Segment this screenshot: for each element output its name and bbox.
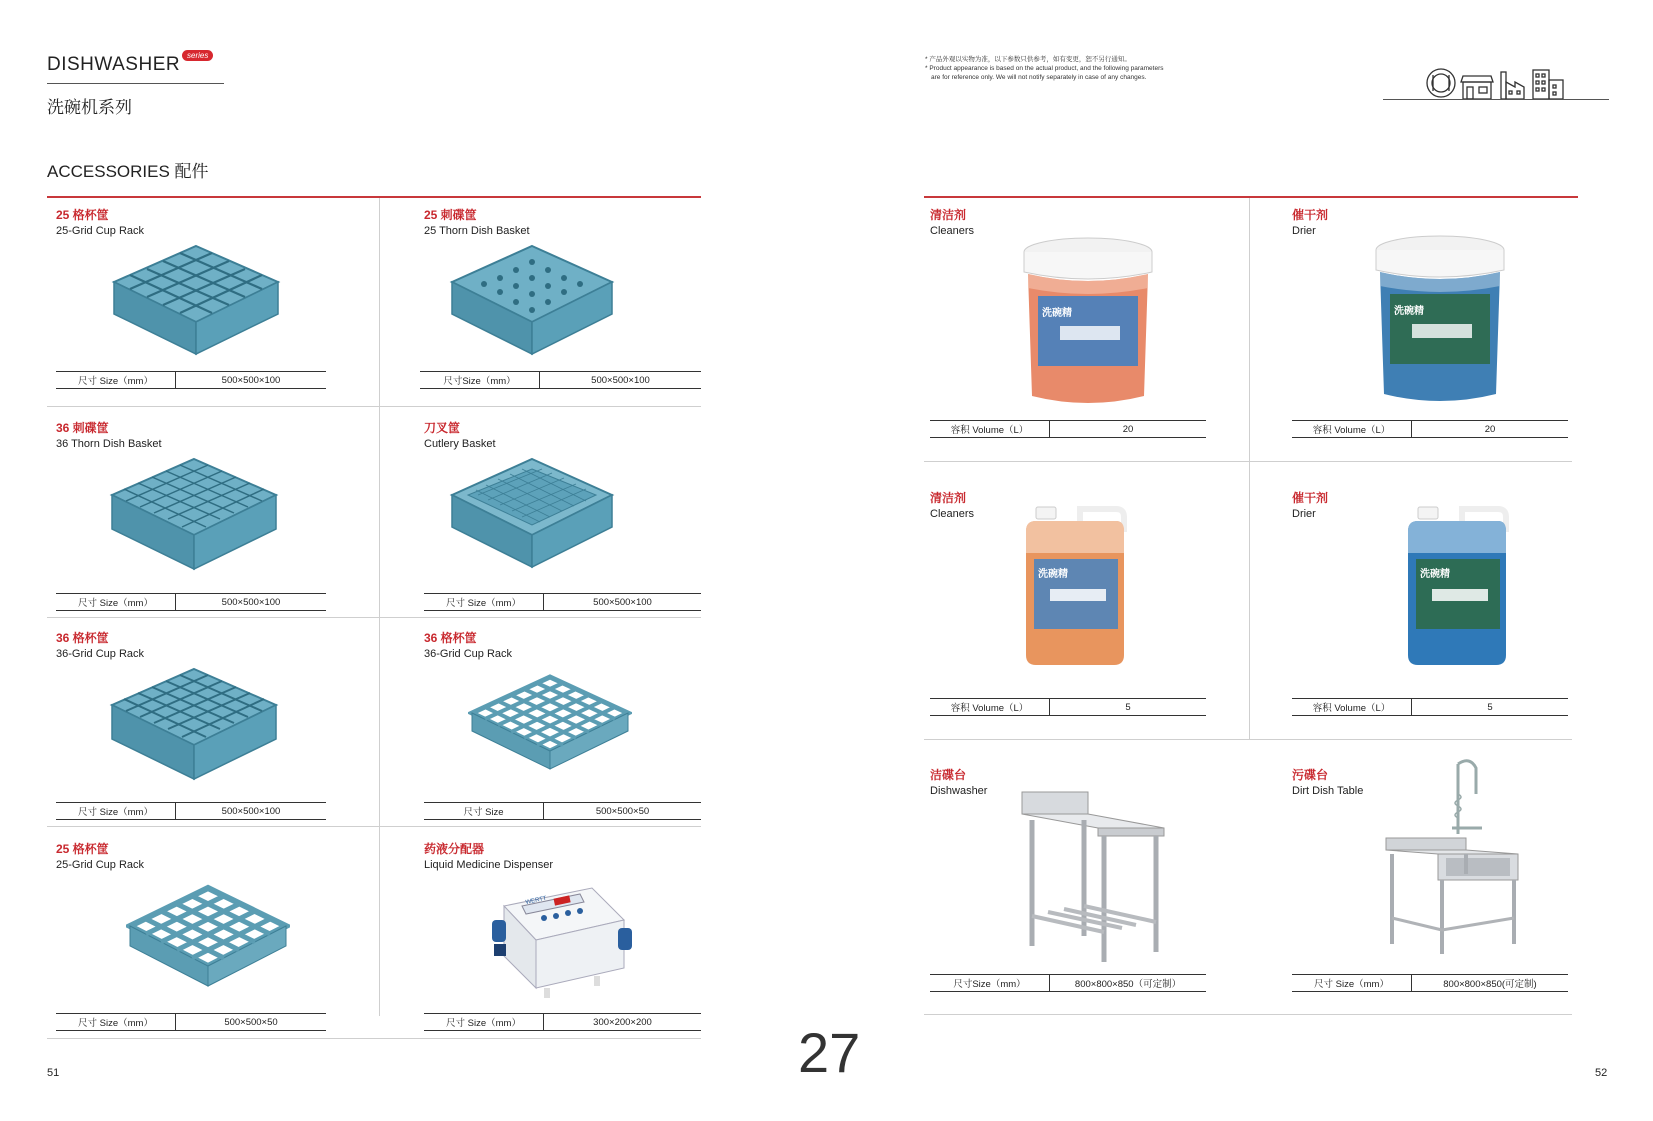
spec-value: 500×500×100 [221,374,281,386]
spec-value: 800×800×850(可定制) [1443,979,1537,990]
spec-label: 尺寸Size（mm） [420,372,540,388]
product-liquid-dispenser [424,840,704,1036]
product-name-en: Cleaners [930,225,975,237]
product-name-en: 36-Grid Cup Rack [56,648,145,660]
product-name-en: Cleaners [930,508,975,520]
product-name-cn: 36 刺碟筐 [56,421,109,435]
product-36-grid-extender [424,629,704,825]
spec-label: 尺寸 Size（mm） [424,1014,544,1030]
spec-value: 300×200×200 [593,1016,652,1028]
jug-label: 洗碗精 [1038,569,1068,580]
restaurant-icon [1427,69,1455,97]
product-name-cn: 36 格杯筐 [424,631,477,645]
spec-row [56,1013,326,1031]
sink-table-image [1382,754,1522,960]
product-name-cn: 36 格杯筐 [56,631,109,645]
right-row-divider-3 [924,1014,1572,1015]
spec-label: 容积 Volume（L） [1292,421,1412,437]
brand-title: DISHWASHER [47,54,181,75]
spec-value: 20 [1484,423,1496,435]
spec-label: 容积 Volume（L） [930,699,1050,715]
spec-row [424,1013,701,1031]
factory-icon [1501,72,1524,99]
spec-row [424,802,701,820]
left-row-divider-2 [47,617,701,618]
brand-subtitle: 洗碗机系列 [47,98,132,117]
spec-label: 尺寸 Size [424,803,544,819]
spec-row [420,371,701,389]
spec-label: 尺寸 Size（mm） [56,372,176,388]
category-icons [1425,66,1585,100]
product-cleaners-5l [930,489,1230,729]
spec-row [930,974,1206,992]
spec-value: 5 [1125,701,1131,713]
rack-image [448,242,616,360]
product-name-en: 25 Thorn Dish Basket [424,225,530,237]
product-dirt-dish-table [1292,766,1582,1006]
product-name-cn: 25 格杯筐 [56,842,109,856]
dispenser-image [484,884,644,1004]
spec-label: 容积 Volume（L） [1292,699,1412,715]
spec-row [1292,974,1568,992]
spec-label: 尺寸 Size（mm） [56,1014,176,1030]
disclaimer [925,55,1215,82]
right-column-divider [1249,198,1250,739]
product-name-cn: 催干剂 [1292,208,1329,222]
spec-value: 20 [1122,423,1134,435]
rack-image [110,242,282,360]
product-name-cn: 污碟台 [1292,768,1329,782]
left-red-rule [47,196,701,198]
spec-value: 5 [1487,701,1493,713]
spec-row [930,420,1206,438]
spec-label: 容积 Volume（L） [930,421,1050,437]
product-name-en: 25-Grid Cup Rack [56,225,145,237]
spec-value: 500×500×50 [595,805,650,817]
product-name-en: Dirt Dish Table [1292,785,1364,797]
product-36-thorn-dish-basket [56,419,366,615]
spec-row [424,593,701,611]
extender-image [126,884,290,996]
spec-label: 尺寸Size（mm） [930,975,1050,991]
dispenser-brand: WERTT [525,895,548,906]
table-image [1018,786,1168,966]
spec-row [930,698,1206,716]
product-name-cn: 洁碟台 [930,768,967,782]
product-name-cn: 25 格杯筐 [56,208,109,222]
jug-label: 洗碗精 [1420,569,1450,580]
disclaimer-en-1: * Product appearance is based on the actual product, and the following parameters [925,65,1164,72]
product-name-en: 36 Thorn Dish Basket [56,438,162,450]
product-name-cn: 药液分配器 [424,842,485,856]
page-number-center: 27 [798,1021,861,1084]
product-name-en: Drier [1292,508,1316,520]
spec-value: 500×500×100 [593,596,652,608]
product-cutlery-basket [424,419,704,615]
series-badge: series [182,50,213,61]
jug-image [1020,503,1130,673]
left-row-divider-4 [47,1038,701,1039]
jug-image [1402,503,1512,673]
bucket-label: 洗碗精 [1042,308,1072,319]
product-name-en: Dishwasher [930,785,988,797]
spec-row [56,593,326,611]
left-column-divider [379,198,380,1016]
product-name-en: Liquid Medicine Dispenser [424,859,554,871]
product-clean-dish-table [930,766,1230,1006]
left-row-divider-1 [47,406,701,407]
spec-row [56,371,326,389]
spec-row [56,802,326,820]
product-name-en: Drier [1292,225,1316,237]
product-25-grid-extender [56,840,366,1036]
product-name-cn: 清洁剂 [930,208,967,222]
disclaimer-en-2: are for reference only. We will not notify separately in case of any changes. [931,74,1147,81]
rack-image [108,665,280,785]
extender-image [468,673,632,777]
building-icon [1533,70,1563,99]
page-number-left: 51 [47,1067,60,1079]
page-number-right: 52 [1595,1067,1608,1079]
spec-label: 尺寸 Size（mm） [424,594,544,610]
section-title: ACCESSORIES 配件 [47,162,209,181]
right-row-divider-1 [924,461,1572,462]
spec-value: 500×500×100 [591,374,650,386]
spec-label: 尺寸 Size（mm） [1292,975,1412,991]
product-name-en: 36-Grid Cup Rack [424,648,513,660]
rack-image [108,455,280,575]
product-36-grid-cup-rack [56,629,366,825]
product-drier-5l [1292,489,1582,729]
spec-row [1292,698,1568,716]
spec-value: 800×800×850（可定制） [1074,979,1182,990]
spec-label: 尺寸 Size（mm） [56,594,176,610]
right-red-rule [924,196,1578,198]
bucket-label: 洗碗精 [1394,306,1424,317]
spec-value: 500×500×100 [221,596,281,608]
product-drier-20l [1292,206,1582,456]
product-name-cn: 催干剂 [1292,491,1329,505]
product-name-cn: 刀叉筐 [424,421,461,435]
spec-label: 尺寸 Size（mm） [56,803,176,819]
product-name-en: 25-Grid Cup Rack [56,859,145,871]
spec-value: 500×500×100 [221,805,281,817]
shop-icon [1461,76,1493,99]
left-row-divider-3 [47,826,701,827]
spec-value: 500×500×50 [224,1016,278,1028]
icons-divider [1383,99,1609,100]
bucket-image [1372,232,1508,412]
product-name-cn: 25 刺碟筐 [424,208,477,222]
basket-image [448,455,616,573]
right-row-divider-2 [924,739,1572,740]
product-name-en: Cutlery Basket [424,438,496,450]
spec-row [1292,420,1568,438]
disclaimer-cn: * 产品外观以实物为准，以下参数只供参考，如有变更，恕不另行通知。 [925,56,1131,63]
brand-divider [47,83,224,84]
bucket-image [1020,234,1156,414]
product-cleaners-20l [930,206,1230,456]
product-name-cn: 清洁剂 [930,491,967,505]
